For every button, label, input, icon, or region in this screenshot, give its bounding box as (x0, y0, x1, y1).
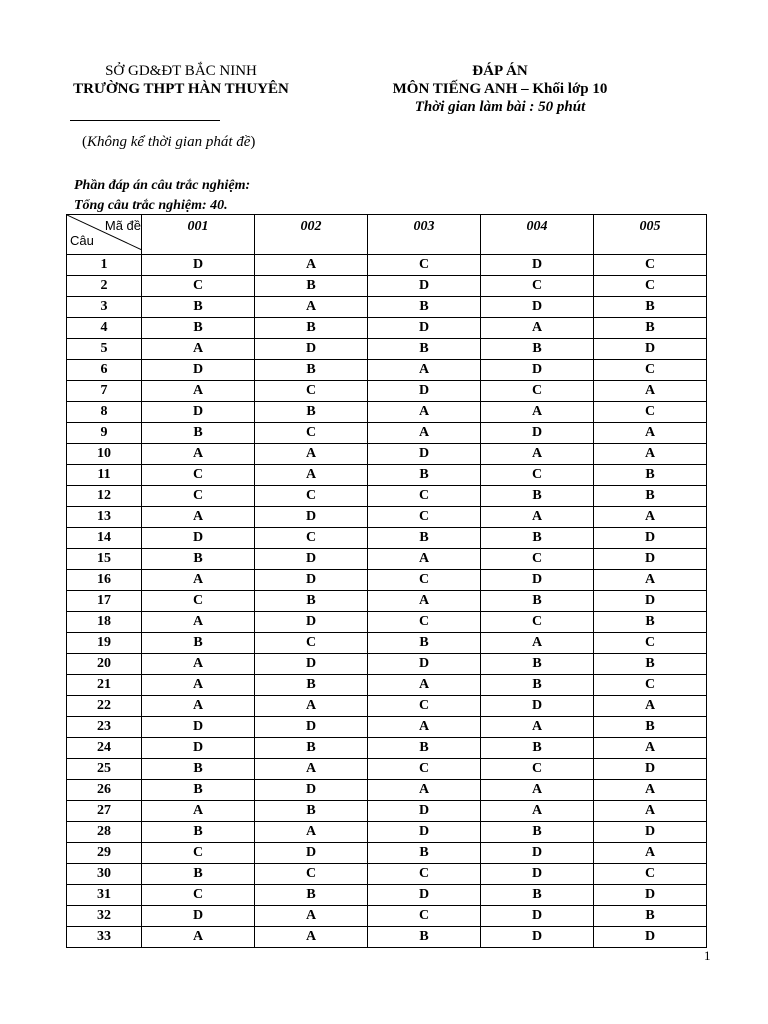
distribution-note (82, 133, 255, 151)
answer-cell: B (481, 528, 594, 549)
question-number-cell: 21 (67, 675, 142, 696)
answer-cell: C (594, 864, 707, 885)
answer-cell: C (368, 507, 481, 528)
answer-cell: D (368, 654, 481, 675)
question-number-cell: 5 (67, 339, 142, 360)
answer-cell: A (594, 381, 707, 402)
answer-cell: C (594, 276, 707, 297)
answer-cell: B (255, 738, 368, 759)
table-row (67, 402, 707, 423)
answer-cell: C (255, 486, 368, 507)
answer-cell: A (594, 801, 707, 822)
answer-cell: B (594, 612, 707, 633)
table-header-row (67, 215, 707, 255)
answer-table (66, 214, 707, 948)
answer-cell: C (594, 633, 707, 654)
answer-cell: A (594, 696, 707, 717)
answer-cell: B (481, 486, 594, 507)
exam-code-label: Mã đề (104, 218, 141, 233)
answer-cell: A (594, 423, 707, 444)
answer-cell: A (255, 906, 368, 927)
question-number-cell: 31 (67, 885, 142, 906)
answer-table-body (67, 255, 707, 948)
answer-cell: C (481, 381, 594, 402)
answer-cell: D (481, 360, 594, 381)
question-number-cell: 1 (67, 255, 142, 276)
answer-cell: B (368, 738, 481, 759)
answer-cell: C (368, 759, 481, 780)
answer-cell: A (594, 843, 707, 864)
answer-cell: A (142, 507, 255, 528)
answer-cell: A (481, 402, 594, 423)
answer-cell: A (481, 444, 594, 465)
table-row (67, 675, 707, 696)
page-number: 1 (704, 948, 711, 963)
answer-cell: B (255, 276, 368, 297)
answer-cell: C (255, 381, 368, 402)
answer-cell: D (594, 759, 707, 780)
answer-cell: D (481, 570, 594, 591)
answer-cell: D (255, 654, 368, 675)
department-name: SỞ GD&ĐT BẮC NINH (105, 63, 257, 79)
answer-cell: A (255, 696, 368, 717)
answer-cell: B (142, 759, 255, 780)
table-row (67, 696, 707, 717)
answer-cell: D (142, 360, 255, 381)
answer-cell: C (594, 360, 707, 381)
answer-cell: D (368, 444, 481, 465)
answer-cell: B (594, 318, 707, 339)
answer-cell: B (368, 843, 481, 864)
question-number-cell: 26 (67, 780, 142, 801)
question-number-cell: 14 (67, 528, 142, 549)
answer-cell: C (481, 549, 594, 570)
table-row (67, 570, 707, 591)
answer-cell: A (594, 570, 707, 591)
answer-cell: A (594, 507, 707, 528)
answer-cell: B (255, 885, 368, 906)
answer-cell: A (368, 591, 481, 612)
answer-cell: A (481, 507, 594, 528)
answer-cell: A (255, 822, 368, 843)
question-number-cell: 7 (67, 381, 142, 402)
table-row (67, 780, 707, 801)
table-row (67, 486, 707, 507)
question-number-cell: 22 (67, 696, 142, 717)
table-row (67, 654, 707, 675)
answer-cell: A (481, 801, 594, 822)
answer-cell: A (142, 675, 255, 696)
answer-cell: D (142, 738, 255, 759)
answer-cell: C (594, 402, 707, 423)
table-row (67, 360, 707, 381)
answer-cell: D (368, 885, 481, 906)
answer-cell: D (255, 717, 368, 738)
answer-cell: D (594, 528, 707, 549)
answer-cell: B (368, 297, 481, 318)
answer-cell: B (255, 801, 368, 822)
answer-cell: A (368, 780, 481, 801)
answer-cell: A (142, 654, 255, 675)
answer-cell: B (594, 465, 707, 486)
answer-cell: C (481, 759, 594, 780)
question-number-cell: 19 (67, 633, 142, 654)
answer-cell: D (255, 570, 368, 591)
answer-cell: D (481, 255, 594, 276)
table-row (67, 717, 707, 738)
note-text: Không kể thời gian phát đề (87, 134, 251, 150)
answer-cell: D (368, 801, 481, 822)
answer-cell: B (142, 297, 255, 318)
answer-cell: A (368, 360, 481, 381)
question-number-cell: 15 (67, 549, 142, 570)
answer-cell: A (142, 801, 255, 822)
question-label: Câu (70, 233, 94, 248)
answer-cell: A (481, 318, 594, 339)
question-number-cell: 28 (67, 822, 142, 843)
answer-cell: B (594, 906, 707, 927)
table-row (67, 528, 707, 549)
answer-cell: B (142, 864, 255, 885)
answer-cell: A (255, 759, 368, 780)
question-number-cell: 9 (67, 423, 142, 444)
table-row (67, 612, 707, 633)
exam-duration: Thời gian làm bài : 50 phút (414, 99, 586, 115)
table-row (67, 864, 707, 885)
answer-cell: D (481, 423, 594, 444)
answer-cell: C (368, 696, 481, 717)
question-number-cell: 29 (67, 843, 142, 864)
answer-cell: B (255, 675, 368, 696)
answer-cell: C (481, 276, 594, 297)
exam-code-header: 003 (368, 215, 481, 255)
answer-cell: D (255, 339, 368, 360)
answer-cell: D (481, 927, 594, 948)
answer-cell: B (481, 822, 594, 843)
answer-cell: B (368, 465, 481, 486)
answer-cell: A (142, 612, 255, 633)
exam-code-header: 004 (481, 215, 594, 255)
answer-cell: B (368, 528, 481, 549)
answer-cell: B (255, 360, 368, 381)
table-row (67, 591, 707, 612)
answer-cell: A (481, 633, 594, 654)
answer-cell: B (142, 780, 255, 801)
table-row (67, 906, 707, 927)
table-corner-cell (67, 215, 142, 255)
answer-cell: D (481, 843, 594, 864)
table-row (67, 381, 707, 402)
answer-cell: A (368, 549, 481, 570)
answer-cell: A (481, 780, 594, 801)
table-row (67, 822, 707, 843)
table-row (67, 633, 707, 654)
document-title: ĐÁP ÁN (472, 63, 528, 79)
answer-cell: D (368, 381, 481, 402)
answer-cell: C (142, 465, 255, 486)
answer-cell: D (255, 780, 368, 801)
answer-cell: A (142, 570, 255, 591)
question-number-cell: 23 (67, 717, 142, 738)
answer-cell: B (594, 654, 707, 675)
answer-cell: A (594, 738, 707, 759)
table-row (67, 255, 707, 276)
answer-cell: C (368, 486, 481, 507)
answer-cell: C (142, 591, 255, 612)
exam-header (340, 62, 660, 116)
answer-cell: C (255, 423, 368, 444)
answer-cell: B (142, 549, 255, 570)
answer-cell: A (594, 780, 707, 801)
answer-cell: D (481, 864, 594, 885)
answer-cell: B (255, 402, 368, 423)
table-row (67, 843, 707, 864)
answer-cell: A (368, 423, 481, 444)
answer-cell: C (594, 255, 707, 276)
answer-cell: B (368, 339, 481, 360)
question-number-cell: 25 (67, 759, 142, 780)
answer-cell: D (142, 528, 255, 549)
question-number-cell: 11 (67, 465, 142, 486)
question-number-cell: 6 (67, 360, 142, 381)
answer-cell: D (481, 297, 594, 318)
question-number-cell: 27 (67, 801, 142, 822)
answer-cell: D (481, 906, 594, 927)
table-row (67, 885, 707, 906)
answer-cell: C (368, 612, 481, 633)
answer-cell: B (142, 633, 255, 654)
answer-cell: D (255, 612, 368, 633)
table-row (67, 318, 707, 339)
question-number-cell: 10 (67, 444, 142, 465)
answer-cell: D (594, 339, 707, 360)
answer-cell: B (594, 486, 707, 507)
answer-cell: D (481, 696, 594, 717)
answer-cell: C (142, 276, 255, 297)
answer-cell: D (142, 717, 255, 738)
total-questions: Tổng câu trắc nghiệm: 40. (74, 198, 228, 213)
answer-cell: A (142, 696, 255, 717)
answer-cell: A (255, 444, 368, 465)
question-number-cell: 17 (67, 591, 142, 612)
table-row (67, 738, 707, 759)
question-number-cell: 2 (67, 276, 142, 297)
answer-cell: C (368, 906, 481, 927)
question-number-cell: 12 (67, 486, 142, 507)
answer-cell: B (255, 591, 368, 612)
answer-cell: D (368, 318, 481, 339)
question-number-cell: 33 (67, 927, 142, 948)
table-row (67, 507, 707, 528)
question-number-cell: 20 (67, 654, 142, 675)
answer-cell: B (481, 885, 594, 906)
answer-cell: A (255, 465, 368, 486)
answer-cell: D (255, 843, 368, 864)
question-number-cell: 16 (67, 570, 142, 591)
question-number-cell: 30 (67, 864, 142, 885)
question-number-cell: 3 (67, 297, 142, 318)
answer-cell: D (142, 255, 255, 276)
answer-cell: C (594, 675, 707, 696)
question-number-cell: 8 (67, 402, 142, 423)
answer-cell: D (368, 276, 481, 297)
answer-cell: A (481, 717, 594, 738)
answer-cell: A (368, 402, 481, 423)
answer-cell: C (368, 570, 481, 591)
answer-cell: C (255, 864, 368, 885)
answer-cell: A (368, 675, 481, 696)
answer-cell: C (142, 843, 255, 864)
answer-cell: A (142, 339, 255, 360)
answer-cell: B (368, 927, 481, 948)
answer-cell: B (255, 318, 368, 339)
question-number-cell: 32 (67, 906, 142, 927)
answer-cell: C (368, 255, 481, 276)
school-name: TRƯỜNG THPT HÀN THUYÊN (73, 81, 289, 97)
answer-cell: B (481, 738, 594, 759)
answer-cell: A (368, 717, 481, 738)
exam-code-header: 005 (594, 215, 707, 255)
answer-cell: D (142, 402, 255, 423)
answer-cell: A (594, 444, 707, 465)
answer-cell: C (481, 612, 594, 633)
question-number-cell: 18 (67, 612, 142, 633)
answer-cell: A (255, 297, 368, 318)
answer-cell: B (142, 318, 255, 339)
table-row (67, 801, 707, 822)
answer-cell: B (594, 297, 707, 318)
answer-cell: A (142, 927, 255, 948)
subject-title: MÔN TIẾNG ANH – Khối lớp 10 (392, 81, 608, 97)
answer-cell: B (142, 822, 255, 843)
answer-cell: B (481, 675, 594, 696)
note-close-paren: ) (250, 134, 256, 150)
table-row (67, 444, 707, 465)
header-divider (70, 120, 220, 121)
answer-cell: B (594, 717, 707, 738)
answer-cell: C (255, 528, 368, 549)
answer-cell: A (255, 255, 368, 276)
answer-cell: B (142, 423, 255, 444)
table-row (67, 297, 707, 318)
answer-cell: D (368, 822, 481, 843)
answer-cell: C (142, 486, 255, 507)
answer-cell: B (481, 591, 594, 612)
answer-cell: C (481, 465, 594, 486)
exam-code-header: 001 (142, 215, 255, 255)
table-row (67, 423, 707, 444)
answer-cell: D (255, 549, 368, 570)
answer-cell: B (368, 633, 481, 654)
school-header (40, 62, 322, 98)
table-row (67, 549, 707, 570)
exam-code-header: 002 (255, 215, 368, 255)
answer-cell: D (594, 591, 707, 612)
answer-cell: B (481, 339, 594, 360)
table-row (67, 465, 707, 486)
answer-cell: D (594, 549, 707, 570)
answer-cell: C (368, 864, 481, 885)
answer-cell: A (142, 381, 255, 402)
answer-cell: A (255, 927, 368, 948)
answer-cell: D (594, 822, 707, 843)
table-row (67, 276, 707, 297)
answer-cell: A (142, 444, 255, 465)
question-number-cell: 24 (67, 738, 142, 759)
question-number-cell: 4 (67, 318, 142, 339)
note-open-paren: ( (82, 134, 87, 150)
answer-cell: C (255, 633, 368, 654)
answer-cell: C (142, 885, 255, 906)
answer-cell: D (594, 885, 707, 906)
table-row (67, 759, 707, 780)
answer-cell: D (142, 906, 255, 927)
answer-cell: B (481, 654, 594, 675)
answer-cell: D (594, 927, 707, 948)
table-row (67, 339, 707, 360)
answer-cell: D (255, 507, 368, 528)
question-number-cell: 13 (67, 507, 142, 528)
section-title: Phần đáp án câu trắc nghiệm: (74, 178, 251, 193)
table-row (67, 927, 707, 948)
